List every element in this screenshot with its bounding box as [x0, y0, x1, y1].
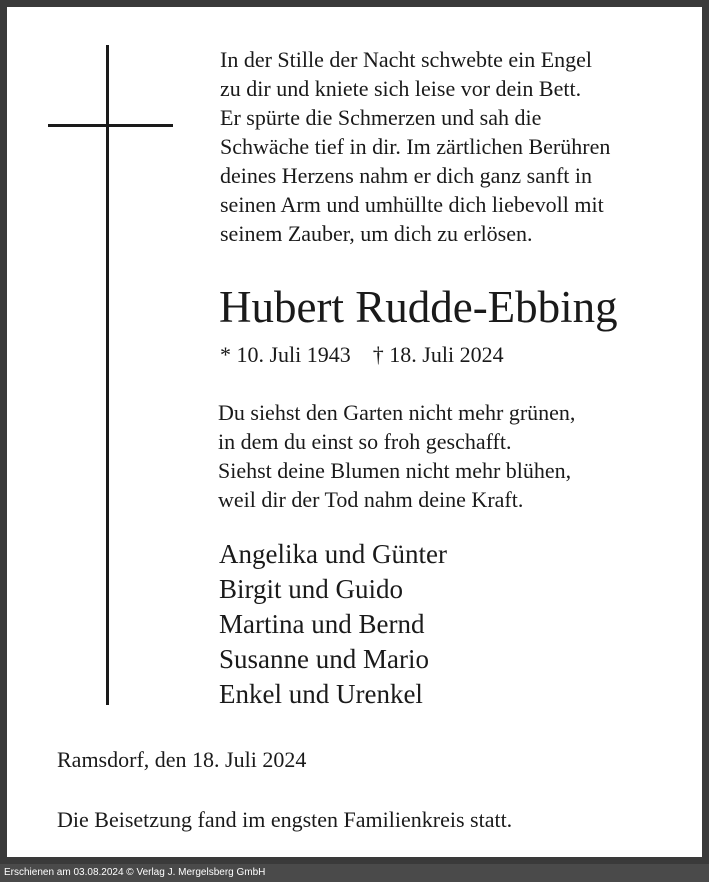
poem-line: zu dir und kniete sich leise vor dein Bett.: [220, 76, 582, 101]
poem-line: Siehst deine Blumen nicht mehr blühen,: [218, 458, 572, 483]
mourner-entry: Enkel und Urenkel: [219, 679, 423, 709]
poem-line: seinen Arm und umhüllte dich liebevoll mit: [220, 192, 604, 217]
death-date: † 18. Juli 2024: [372, 342, 504, 367]
poem-line: In der Stille der Nacht schwebte ein Engel: [220, 47, 593, 72]
deceased-name: Hubert Rudde-Ebbing: [219, 282, 618, 332]
poem-line: Er spürte die Schmerzen und sah die: [220, 105, 542, 130]
mourners-list: [219, 537, 447, 712]
poem-line: in dem du einst so froh geschafft.: [218, 429, 512, 454]
mourner-entry: Martina und Bernd: [219, 609, 425, 639]
mourner-entry: Birgit und Guido: [219, 574, 404, 604]
publication-footer: Erschienen am 03.08.2024 © Verlag J. Mergelsberg GmbH: [0, 864, 709, 882]
closing-poem: [218, 398, 575, 514]
cross-icon-vertical-bar: [106, 45, 109, 705]
birth-date: * 10. Juli 1943: [220, 342, 351, 367]
burial-note: Die Beisetzung fand im engsten Familienkreis statt.: [57, 807, 513, 832]
poem-line: weil dir der Tod nahm deine Kraft.: [218, 487, 524, 512]
mourner-entry: Susanne und Mario: [219, 644, 429, 674]
poem-line: seinem Zauber, um dich zu erlösen.: [220, 221, 533, 246]
life-dates: [220, 341, 504, 369]
cross-icon-horizontal-bar: [48, 124, 173, 127]
poem-line: Schwäche tief in dir. Im zärtlichen Berühren: [220, 134, 611, 159]
place-and-date: Ramsdorf, den 18. Juli 2024: [57, 747, 307, 772]
poem-line: Du siehst den Garten nicht mehr grünen,: [218, 400, 576, 425]
poem-line: deines Herzens nahm er dich ganz sanft in: [220, 163, 593, 188]
mourner-entry: Angelika und Günter: [219, 539, 447, 569]
opening-poem: [220, 45, 610, 248]
